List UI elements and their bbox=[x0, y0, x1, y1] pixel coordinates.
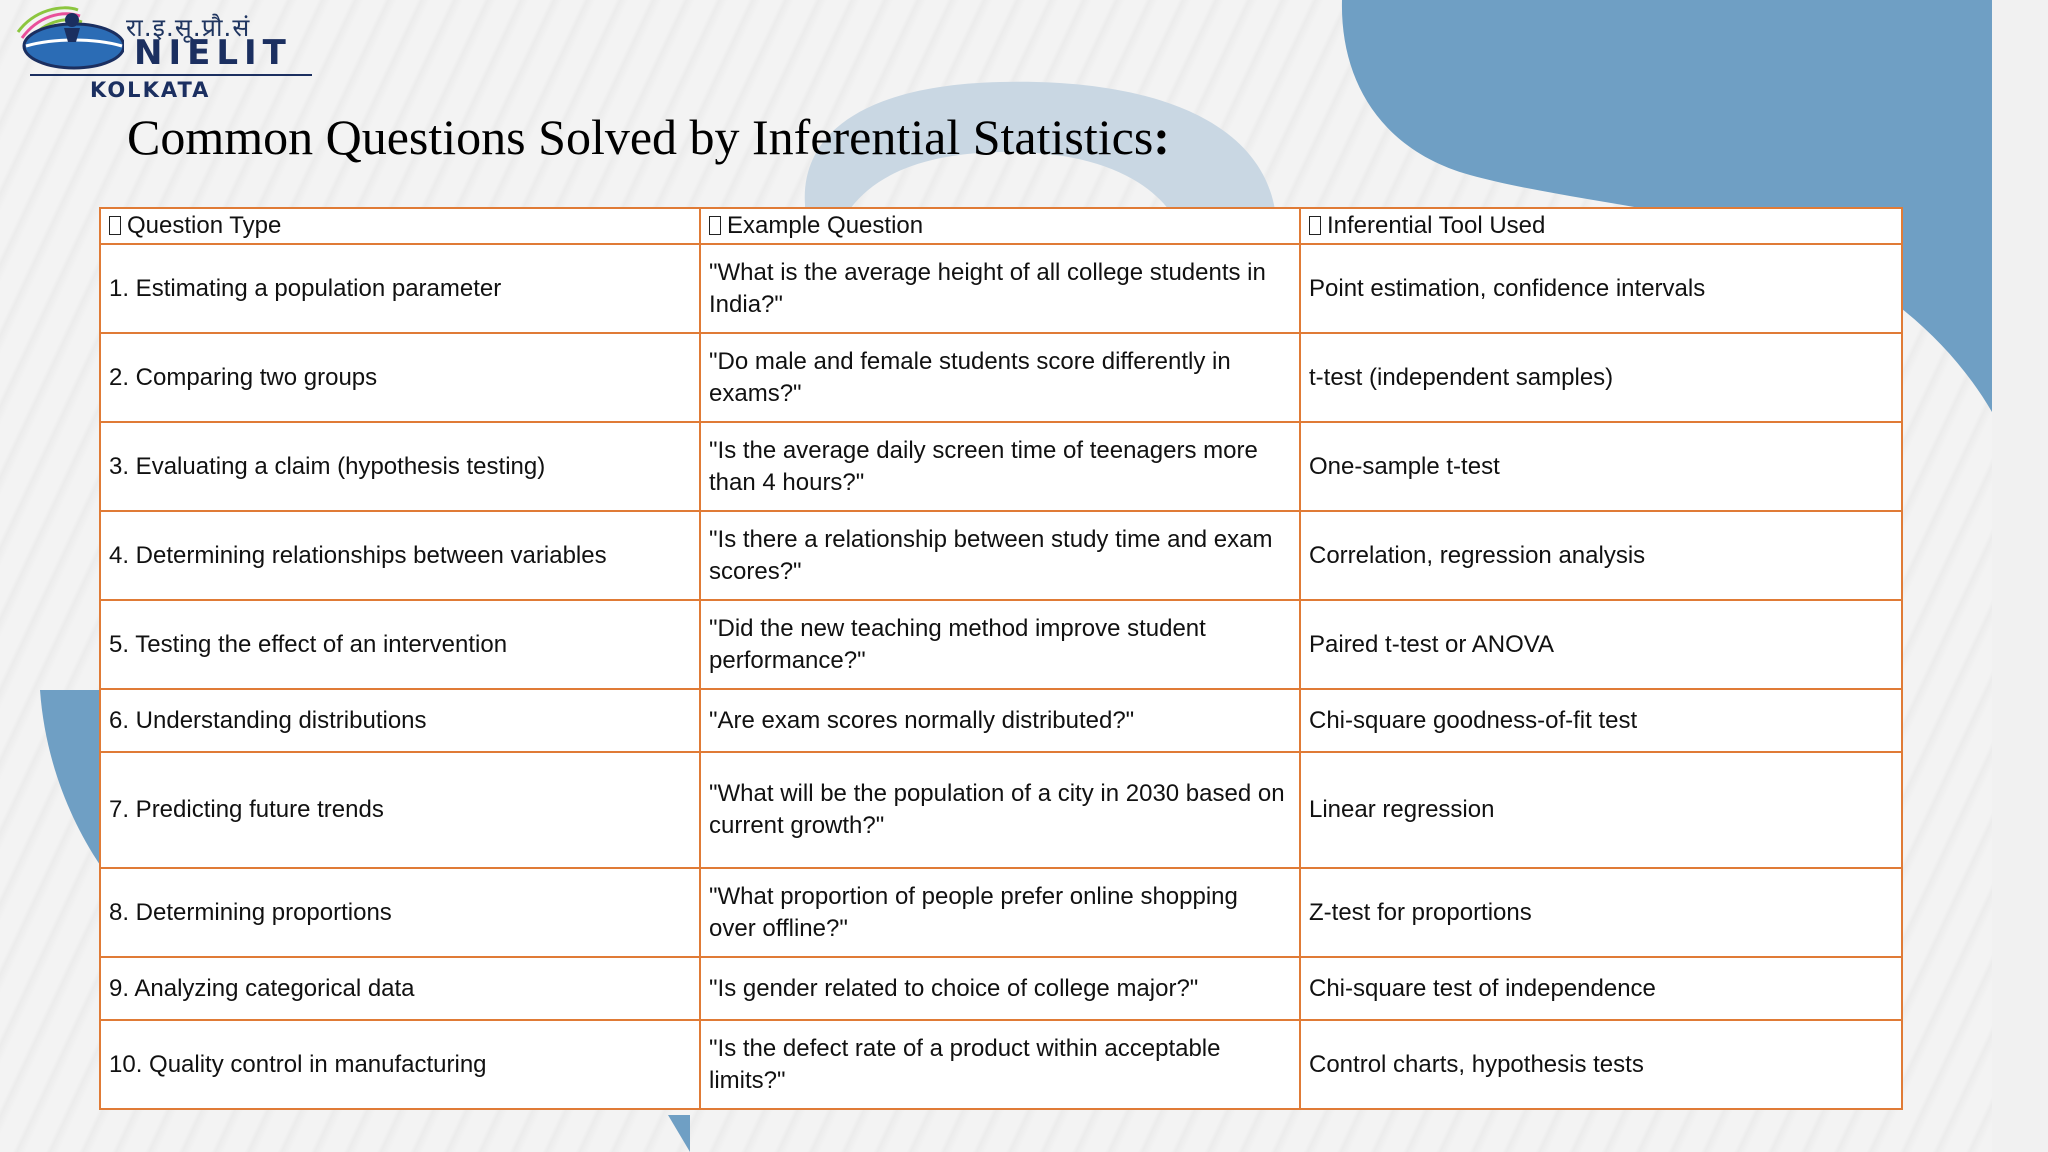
table-row bbox=[100, 511, 1902, 600]
cell-example-question: "What will be the population of a city in 2030 based on current growth?" bbox=[700, 752, 1300, 868]
cell-tool-used: Point estimation, confidence intervals bbox=[1300, 244, 1902, 333]
cell-example-question: "Is the average daily screen time of teenagers more than 4 hours?" bbox=[700, 422, 1300, 511]
logo-divider bbox=[30, 74, 312, 76]
cell-question-type: 9. Analyzing categorical data bbox=[100, 957, 700, 1020]
table-row bbox=[100, 333, 1902, 422]
cell-tool-used: Z-test for proportions bbox=[1300, 868, 1902, 957]
cell-tool-used: Linear regression bbox=[1300, 752, 1902, 868]
table-row bbox=[100, 957, 1902, 1020]
cell-question-type: 1. Estimating a population parameter bbox=[100, 244, 700, 333]
cell-example-question: "Do male and female students score differently in exams?" bbox=[700, 333, 1300, 422]
questions-table-container bbox=[99, 207, 1901, 1110]
questions-table bbox=[99, 207, 1903, 1110]
logo-city-text: KOLKATA bbox=[90, 78, 211, 102]
header-label: Inferential Tool Used bbox=[1327, 212, 1546, 239]
table-row bbox=[100, 1020, 1902, 1109]
nielit-logo bbox=[14, 2, 314, 102]
cell-tool-used: Chi-square test of independence bbox=[1300, 957, 1902, 1020]
box-icon bbox=[709, 216, 721, 235]
cell-example-question: "What is the average height of all college students in India?" bbox=[700, 244, 1300, 333]
header-question-type bbox=[100, 208, 700, 244]
cell-question-type: 4. Determining relationships between variables bbox=[100, 511, 700, 600]
box-icon bbox=[109, 216, 121, 235]
table-row bbox=[100, 600, 1902, 689]
table-row bbox=[100, 868, 1902, 957]
cell-tool-used: Correlation, regression analysis bbox=[1300, 511, 1902, 600]
cell-example-question: "Are exam scores normally distributed?" bbox=[700, 689, 1300, 752]
table-row bbox=[100, 422, 1902, 511]
table-row bbox=[100, 689, 1902, 752]
cell-question-type: 10. Quality control in manufacturing bbox=[100, 1020, 700, 1109]
header-example-question bbox=[700, 208, 1300, 244]
cell-tool-used: Paired t-test or ANOVA bbox=[1300, 600, 1902, 689]
logo-hindi-text: रा.इ.सू.प्रौ.सं bbox=[126, 13, 251, 42]
globe-logo-icon bbox=[14, 2, 124, 82]
cell-tool-used: One-sample t-test bbox=[1300, 422, 1902, 511]
cell-question-type: 3. Evaluating a claim (hypothesis testing) bbox=[100, 422, 700, 511]
cell-example-question: "What proportion of people prefer online shopping over offline?" bbox=[700, 868, 1300, 957]
cell-question-type: 8. Determining proportions bbox=[100, 868, 700, 957]
cell-question-type: 2. Comparing two groups bbox=[100, 333, 700, 422]
blue-left-shape bbox=[40, 690, 100, 865]
cell-question-type: 6. Understanding distributions bbox=[100, 689, 700, 752]
slide-title bbox=[127, 108, 1170, 166]
header-label: Example Question bbox=[727, 212, 924, 239]
cell-example-question: "Is there a relationship between study time and exam scores?" bbox=[700, 511, 1300, 600]
cell-question-type: 7. Predicting future trends bbox=[100, 752, 700, 868]
table-row bbox=[100, 244, 1902, 333]
table-row bbox=[100, 752, 1902, 868]
cell-example-question: "Is the defect rate of a product within acceptable limits?" bbox=[700, 1020, 1300, 1109]
cell-example-question: "Is gender related to choice of college major?" bbox=[700, 957, 1300, 1020]
slide-title-colon: : bbox=[1153, 109, 1170, 165]
cell-question-type: 5. Testing the effect of an intervention bbox=[100, 600, 700, 689]
header-label: Question Type bbox=[127, 212, 282, 239]
cell-tool-used: t-test (independent samples) bbox=[1300, 333, 1902, 422]
right-margin-strip bbox=[1992, 0, 2048, 1152]
logo-name-text: NIELIT bbox=[134, 33, 292, 73]
cell-tool-used: Control charts, hypothesis tests bbox=[1300, 1020, 1902, 1109]
table-header-row bbox=[100, 208, 1902, 244]
slide-title-text: Common Questions Solved by Inferential Statistics bbox=[127, 109, 1154, 165]
header-tool-used bbox=[1300, 208, 1902, 244]
cell-tool-used: Chi-square goodness-of-fit test bbox=[1300, 689, 1902, 752]
box-icon bbox=[1309, 216, 1321, 235]
blue-bottom-shape bbox=[668, 1115, 690, 1152]
cell-example-question: "Did the new teaching method improve student performance?" bbox=[700, 600, 1300, 689]
